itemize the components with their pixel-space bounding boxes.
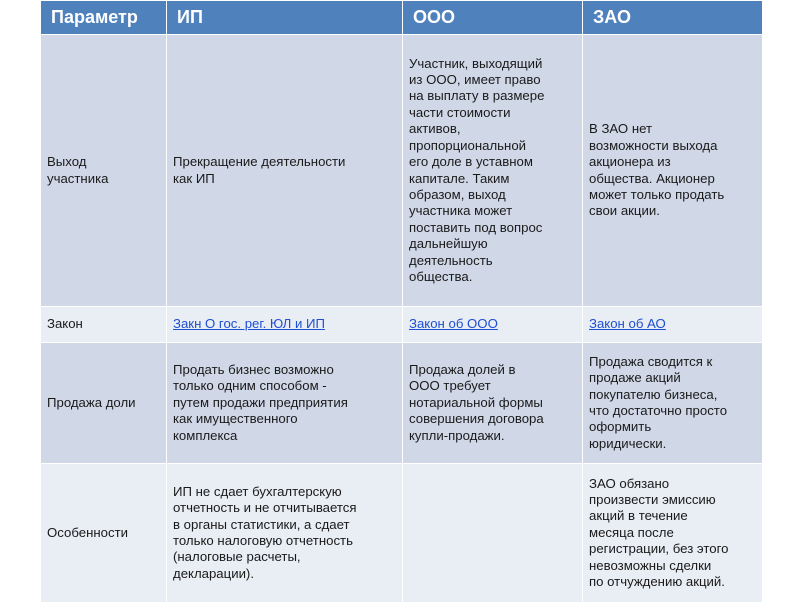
header-row (41, 1, 763, 35)
cell-zao-exit: В ЗАО нет возможности выхода акционера из общества. Акционер может только продать свои акции. (583, 35, 763, 307)
cell-ooo-share-sale: Продажа долей в ООО требует нотариальной формы совершения договора купли-продажи. (403, 343, 583, 464)
cell-zao-law (583, 307, 763, 343)
cell-ooo-exit: Участник, выходящий из ООО, имеет право на выплату в размере части стоимости активов, пропорциональной его доле в уставном капитале. Таким образом, выход участника может поставить под вопрос дальнейшую деятельность общества. (403, 35, 583, 307)
cell-ip-share-sale: Продать бизнес возможно только одним способом - путем продажи предприятия как имущественного комплекса (167, 343, 403, 464)
cell-zao-share-sale: Продажа сводится к продаже акций покупателю бизнеса, что достаточно просто оформить юридически. (583, 343, 763, 464)
cell-ooo-features (403, 464, 583, 603)
row-label-exit: Выход участника (41, 35, 167, 307)
table-row-law (41, 307, 763, 343)
row-label-share-sale: Продажа доли (41, 343, 167, 464)
comparison-table (40, 0, 763, 603)
cell-zao-features: ЗАО обязано произвести эмиссию акций в течение месяца после регистрации, без этого невозможны сделки по отчуждению акций. (583, 464, 763, 603)
link-ip-law[interactable]: Закн О гос. рег. ЮЛ и ИП (173, 316, 325, 332)
header-ip: ИП (167, 1, 403, 35)
cell-ip-exit: Прекращение деятельности как ИП (167, 35, 403, 307)
header-parameter: Параметр (41, 1, 167, 35)
table-row-share-sale (41, 343, 763, 464)
cell-ip-law (167, 307, 403, 343)
cell-ip-features: ИП не сдает бухгалтерскую отчетность и не отчитывается в органы статистики, а сдает только налоговую отчетность (налоговые расчеты, декларации). (167, 464, 403, 603)
link-ooo-law[interactable]: Закон об ООО (409, 316, 498, 332)
row-label-law: Закон (41, 307, 167, 343)
header-zao: ЗАО (583, 1, 763, 35)
link-ao-law[interactable]: Закон об АО (589, 316, 666, 332)
header-ooo: ООО (403, 1, 583, 35)
cell-ooo-law (403, 307, 583, 343)
table-row-exit (41, 35, 763, 307)
row-label-features: Особенности (41, 464, 167, 603)
table-row-features (41, 464, 763, 603)
